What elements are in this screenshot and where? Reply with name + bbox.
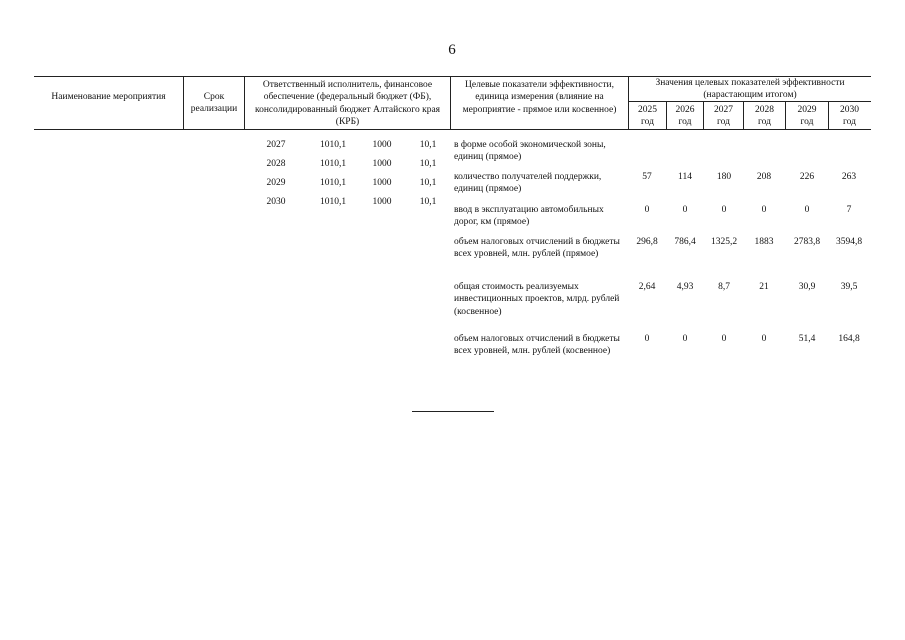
indicator-value: 30,9 (798, 282, 816, 292)
financing-krb: 10,1 (419, 159, 437, 169)
header-indicators: Целевые показатели эффективности, единица измерения (влияние на мероприятие - прямое или косвенное) (462, 80, 617, 115)
financing-krb: 10,1 (419, 140, 437, 150)
column-divider (450, 76, 451, 129)
financing-krb: 10,1 (419, 178, 437, 188)
indicator-value: 39,5 (840, 282, 858, 292)
indicator-value: 1325,2 (710, 237, 738, 247)
financing-year: 2028 (266, 159, 286, 169)
page-number: 6 (448, 42, 456, 58)
financing-fb: 1000 (372, 140, 392, 150)
year-header-2028: 2028 год (755, 105, 774, 128)
year-header-2030: 2030 год (840, 105, 859, 128)
financing-year: 2030 (266, 197, 286, 207)
indicator-value: 7 (846, 205, 852, 215)
year-header-2027: 2027 год (714, 105, 733, 128)
indicator-value: 0 (804, 205, 810, 215)
financing-year: 2027 (266, 140, 286, 150)
header-responsible: Ответственный исполнитель, финансовое обеспечение (федеральный бюджет (ФБ), консолидированный бюджет Алтайского края (КРБ) (254, 80, 441, 128)
indicator-value: 0 (761, 334, 767, 344)
indicator-value: 0 (721, 205, 727, 215)
table-header-bottom-rule (34, 129, 871, 130)
financing-krb: 10,1 (419, 197, 437, 207)
indicator-value: 3594,8 (835, 237, 863, 247)
financing-total: 1010,1 (319, 197, 347, 207)
indicator-value: 2,64 (638, 282, 656, 292)
indicator-value: 0 (644, 334, 650, 344)
financing-year: 2029 (266, 178, 286, 188)
indicator-text: объем налоговых отчислений в бюджеты всех уровней, млн. рублей (косвенное) (454, 334, 620, 357)
indicator-value: 0 (761, 205, 767, 215)
indicator-text: ввод в эксплуатацию автомобильных дорог, км (прямое) (454, 205, 604, 228)
year-header-2026: 2026 год (675, 105, 695, 128)
indicator-value: 263 (841, 172, 857, 182)
header-term: Срок реализации (190, 92, 238, 115)
indicator-value: 164,8 (838, 334, 860, 344)
indicator-value: 786,4 (674, 237, 696, 247)
indicator-value: 114 (678, 172, 692, 182)
financing-total: 1010,1 (319, 178, 347, 188)
indicator-value: 0 (682, 205, 688, 215)
indicator-value: 21 (759, 282, 769, 292)
indicator-value: 57 (642, 172, 652, 182)
financing-total: 1010,1 (319, 159, 347, 169)
indicator-text: общая стоимость реализуемых инвестиционных проектов, млрд. рублей (косвенное) (454, 282, 620, 317)
financing-fb: 1000 (372, 159, 392, 169)
indicator-text: количество получателей поддержки, единиц (прямое) (454, 172, 602, 195)
indicator-value: 0 (682, 334, 688, 344)
header-values: Значения целевых показателей эффективности (нарастающим итогом) (655, 78, 845, 101)
indicator-value: 180 (716, 172, 732, 182)
indicator-value: 4,93 (676, 282, 694, 292)
indicator-text: в форме особой экономической зоны, единиц (прямое) (454, 140, 606, 163)
document-end-rule (412, 411, 494, 412)
indicator-value: 8,7 (718, 282, 730, 292)
indicator-value: 1883 (754, 237, 774, 247)
indicator-value: 51,4 (798, 334, 816, 344)
indicator-value: 0 (644, 205, 650, 215)
header-name: Наименование мероприятия (51, 92, 166, 102)
financing-fb: 1000 (372, 178, 392, 188)
financing-total: 1010,1 (319, 140, 347, 150)
column-divider (244, 76, 245, 129)
indicator-value: 226 (799, 172, 815, 182)
indicator-text: объем налоговых отчислений в бюджеты всех уровней, млн. рублей (прямое) (454, 237, 620, 260)
indicator-value: 296,8 (636, 237, 658, 247)
financing-fb: 1000 (372, 197, 392, 207)
indicator-value: 0 (721, 334, 727, 344)
indicator-value: 2783,8 (793, 237, 821, 247)
year-header-2025: 2025 год (638, 105, 657, 128)
indicator-value: 208 (756, 172, 772, 182)
year-header-2029: 2029 год (797, 105, 817, 128)
